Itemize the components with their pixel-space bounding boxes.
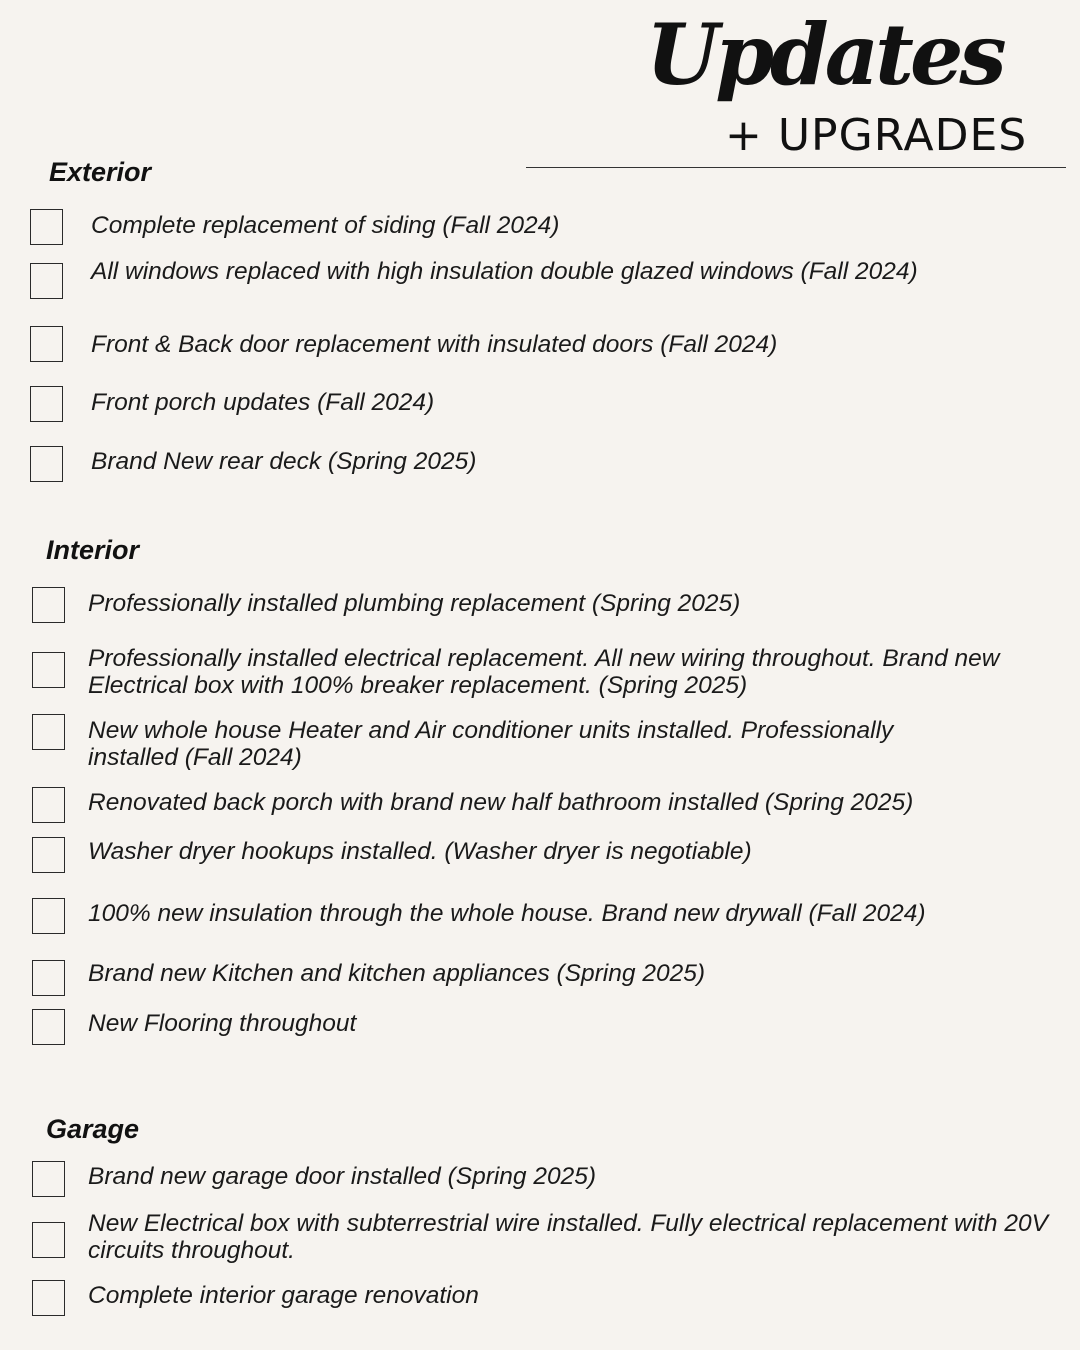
checkbox-interior-4[interactable]	[32, 787, 65, 823]
list-item-text: Complete interior garage renovation	[88, 1282, 479, 1309]
checkbox-interior-5[interactable]	[32, 837, 65, 873]
checkbox-interior-2[interactable]	[32, 652, 65, 688]
checkbox-garage-2[interactable]	[32, 1222, 65, 1258]
list-item-text: New Flooring throughout	[88, 1010, 357, 1037]
checkbox-exterior-3[interactable]	[30, 326, 63, 362]
list-item-text: Complete replacement of siding (Fall 2024)	[91, 212, 560, 239]
list-item-text: All windows replaced with high insulation double glazed windows (Fall 2024)	[91, 258, 918, 285]
list-item-text: Front & Back door replacement with insulated doors (Fall 2024)	[91, 331, 778, 358]
section-heading-exterior: Exterior	[49, 157, 152, 187]
title-divider	[526, 167, 1066, 168]
list-item-text: New whole house Heater and Air conditioner units installed. Professionally installed (Fall 2024)	[88, 717, 894, 771]
list-item-text: 100% new insulation through the whole house. Brand new drywall (Fall 2024)	[88, 900, 926, 927]
list-item-text: Front porch updates (Fall 2024)	[91, 389, 435, 416]
list-item-text: New Electrical box with subterrestrial wire installed. Fully electrical replacement with 20V circuits throughout.	[88, 1210, 1048, 1264]
list-item-text: Washer dryer hookups installed. (Washer dryer is negotiable)	[88, 838, 752, 865]
checkbox-garage-1[interactable]	[32, 1161, 65, 1197]
checkbox-exterior-2[interactable]	[30, 263, 63, 299]
checkbox-interior-6[interactable]	[32, 898, 65, 934]
checkbox-interior-1[interactable]	[32, 587, 65, 623]
list-item-text: Brand new Kitchen and kitchen appliances (Spring 2025)	[88, 960, 705, 987]
list-item-text: Professionally installed electrical replacement. All new wiring throughout. Brand new Electrical box with 100% breaker replacement. (Spring 2025)	[88, 645, 1000, 699]
checkbox-exterior-1[interactable]	[30, 209, 63, 245]
section-heading-interior: Interior	[46, 535, 140, 565]
list-item-text: Professionally installed plumbing replacement (Spring 2025)	[88, 590, 741, 617]
list-item-text: Brand New rear deck (Spring 2025)	[91, 448, 477, 475]
list-item-text: Brand new garage door installed (Spring 2025)	[88, 1163, 597, 1190]
page-subtitle: + UPGRADES	[725, 110, 1028, 161]
checkbox-garage-3[interactable]	[32, 1280, 65, 1316]
checkbox-interior-3[interactable]	[32, 714, 65, 750]
list-item-text: Renovated back porch with brand new half bathroom installed (Spring 2025)	[88, 789, 914, 816]
checkbox-interior-7[interactable]	[32, 960, 65, 996]
section-heading-garage: Garage	[46, 1114, 140, 1144]
page-title: Updates	[646, 5, 1003, 104]
checkbox-exterior-4[interactable]	[30, 386, 63, 422]
checkbox-interior-8[interactable]	[32, 1009, 65, 1045]
checkbox-exterior-5[interactable]	[30, 446, 63, 482]
